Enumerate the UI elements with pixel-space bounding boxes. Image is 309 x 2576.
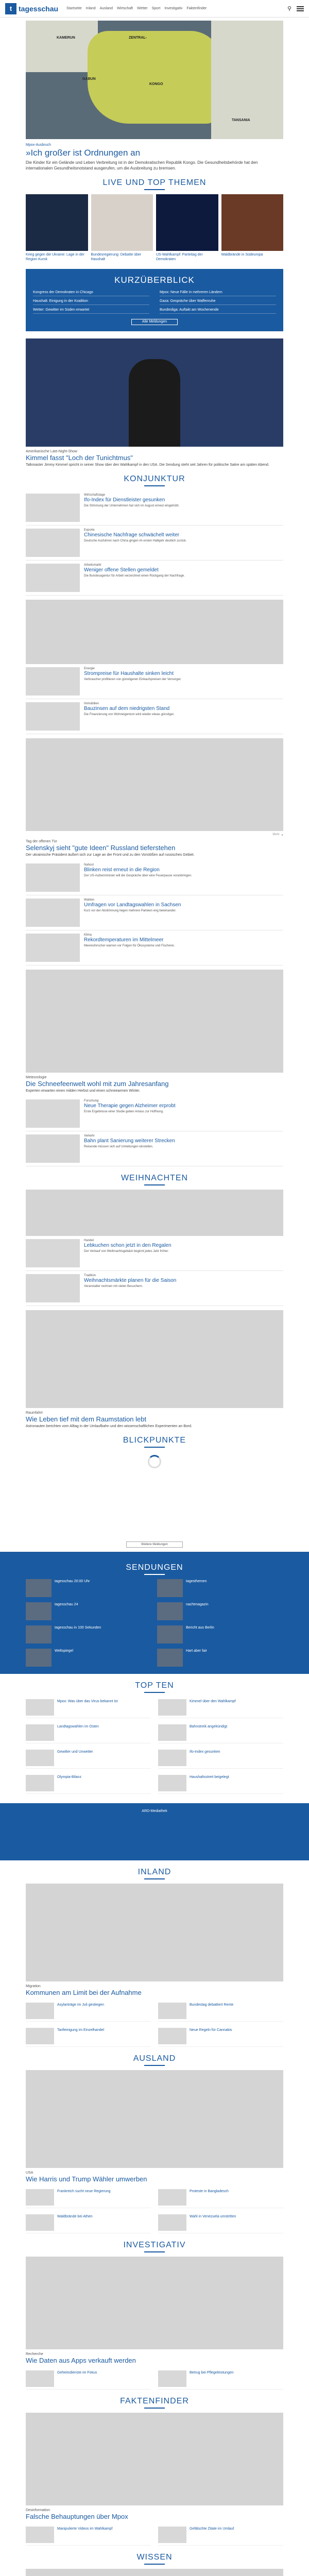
sendung-thumbnail xyxy=(26,1625,52,1643)
story-kicker: Recherche xyxy=(26,2352,43,2356)
thumbnail xyxy=(26,899,80,927)
hero-teaser: Die Kinder für ein Gelände und Leben Verbreitung ist in der Demokratischen Republik Kongo. Die Gesundheitsbehörde hat den internationalen Gesundheitsnotstand ausgerufen, um die Ausbreitung zu bremsen. xyxy=(26,160,258,171)
item-kicker: Klima xyxy=(84,934,92,937)
item-text: Der Verkauf von Weihnachtsgebäck beginnt jedes Jahr früher. xyxy=(84,1250,169,1253)
item-title[interactable]: Bauzinsen auf dem niedrigsten Stand xyxy=(84,706,170,711)
thumbnail xyxy=(26,2527,54,2543)
thumbnail xyxy=(158,1724,186,1741)
logo[interactable]: t xyxy=(5,3,16,14)
list-item[interactable] xyxy=(26,664,283,699)
story-list xyxy=(26,1096,283,1166)
live-ticker xyxy=(26,194,283,262)
sendung-item[interactable] xyxy=(157,1602,283,1620)
briefing-title: KURZÜBERBLICK xyxy=(114,275,195,285)
hero-kicker: Mpox-Ausbruch xyxy=(26,143,52,147)
briefing-item[interactable]: Mpox: Neue Fälle in mehreren Ländern xyxy=(160,291,276,296)
item-kicker: Wirtschaftslage xyxy=(84,494,106,497)
item-title[interactable]: Olympia-Bilanz xyxy=(57,1775,82,1779)
nav-item[interactable]: Investigativ xyxy=(164,7,183,10)
item-text: Reisende müssen sich auf Umleitungen einstellen. xyxy=(84,1145,153,1148)
thumbnail xyxy=(26,2003,54,2019)
story-title[interactable]: Selenskyj sieht "gute Ideen" Russland tieferstehen xyxy=(26,844,176,852)
teaser-image[interactable] xyxy=(26,738,283,831)
story-kicker: USA xyxy=(26,2171,33,2175)
blickpunkte-heading: BLICKPUNKTE xyxy=(26,1436,283,1448)
teaser-image[interactable] xyxy=(26,2569,283,2576)
sendung-item[interactable] xyxy=(157,1579,283,1597)
thumbnail xyxy=(26,2370,54,2387)
nav-item[interactable]: Sport xyxy=(151,7,161,10)
header-actions xyxy=(287,5,304,12)
item-kicker: Immobilien xyxy=(84,702,99,705)
faktenfinder-heading: FAKTENFINDER xyxy=(26,2397,283,2409)
sendung-thumbnail xyxy=(157,1579,183,1597)
live-caption: Krieg gegen die Ukraine: Lage in der Region Kursk xyxy=(26,253,85,261)
item-text: Die Stimmung der Unternehmen hat sich im August erneut eingetrübt. xyxy=(84,504,180,507)
topten-list xyxy=(26,1697,283,1794)
item-kicker: Handel xyxy=(84,1239,94,1242)
teaser-image[interactable] xyxy=(26,2070,283,2168)
teaser-image[interactable] xyxy=(26,970,283,1073)
content-regions xyxy=(26,1868,283,2576)
item-kicker: Tradition xyxy=(84,1274,96,1277)
nav-item[interactable]: Wirtschaft xyxy=(117,7,133,10)
map-label: TANSANIA xyxy=(232,118,250,122)
item-text: Meeresforscher warnen vor Folgen für Ökosysteme und Fischerei. xyxy=(84,944,175,947)
thumbnail xyxy=(158,2028,186,2044)
item-title[interactable]: Tarifeinigung im Einzelhandel xyxy=(57,2028,105,2032)
thumbnail xyxy=(158,1750,186,1766)
thumbnail xyxy=(158,2370,186,2387)
sendung-caption: Bericht aus Berlin xyxy=(186,1626,214,1630)
item-title[interactable]: Ifo-Index für Dienstleister gesunken xyxy=(84,497,165,503)
item-title[interactable]: Wahl in Venezuela umstritten xyxy=(190,2215,236,2218)
item-title[interactable]: Weniger offene Stellen gemeldet xyxy=(84,567,159,573)
thumbnail xyxy=(158,2003,186,2019)
ausland-list xyxy=(26,2187,283,2233)
thumbnail xyxy=(26,2028,54,2044)
nav-item[interactable]: Ausland xyxy=(99,7,113,10)
thumbnail xyxy=(26,1775,54,1791)
sendung-item[interactable] xyxy=(157,1625,283,1643)
teaser-image[interactable] xyxy=(26,2413,283,2505)
list-item[interactable] xyxy=(26,2026,151,2047)
story-kicker: Raumfahrt xyxy=(26,1411,43,1415)
story-kicker: Meteorologie xyxy=(26,1076,47,1079)
thumbnail xyxy=(158,2214,186,2231)
map-label: GABUN xyxy=(82,77,96,81)
main-nav xyxy=(66,7,207,10)
list-item[interactable] xyxy=(26,1697,151,1718)
item-text: Erste Ergebnisse einer Studie geben Anlass zur Hoffnung. xyxy=(84,1110,164,1113)
sendung-thumbnail xyxy=(26,1602,52,1620)
list-item[interactable] xyxy=(26,930,283,965)
topten-heading: TOP TEN xyxy=(26,1681,283,1693)
list-item[interactable] xyxy=(158,2187,283,2208)
inland-heading: INLAND xyxy=(26,1868,283,1879)
thumbnail xyxy=(26,863,80,892)
teaser-image[interactable] xyxy=(26,600,283,664)
list-item[interactable] xyxy=(158,1697,283,1718)
item-title[interactable]: Mpox: Was über das Virus bekannt ist xyxy=(57,1700,118,1703)
live-image xyxy=(26,194,88,251)
nav-item[interactable]: Faktenfinder xyxy=(186,7,207,10)
item-title[interactable]: Rekordtemperaturen im Mittelmeer xyxy=(84,937,164,943)
thumbnail xyxy=(26,2189,54,2206)
briefing-item[interactable]: Kongress der Demokraten in Chicago xyxy=(33,291,149,296)
sendung-item[interactable] xyxy=(26,1625,152,1643)
story-title[interactable]: Wie Daten aus Apps verkauft werden xyxy=(26,2357,136,2364)
live-item[interactable] xyxy=(221,194,284,262)
item-title[interactable]: Waldbrände bei Athen xyxy=(57,2215,93,2218)
sendung-thumbnail xyxy=(157,1625,183,1643)
item-title[interactable]: Kimmel über den Wahlkampf xyxy=(190,1700,236,1703)
site-header xyxy=(0,0,309,18)
story-text: Der ukrainische Präsident äußert sich zur Lage an der Front und zu den Vorstößen auf russisches Gebiet. xyxy=(26,853,195,857)
feature-title[interactable]: Kimmel fasst "Loch der Tunichtmus" xyxy=(26,454,133,462)
teaser-image[interactable] xyxy=(26,2257,283,2349)
sendungen-heading: SENDUNGEN xyxy=(26,1563,283,1575)
list-item[interactable] xyxy=(26,895,283,930)
story-title[interactable]: Wie Harris und Trump Wähler umwerben xyxy=(26,2175,147,2183)
wissen-heading: WISSEN xyxy=(26,2553,283,2565)
item-text: Der US-Außenminister will die Gespräche über eine Feuerpause voranbringen. xyxy=(84,874,192,877)
blickpunkte-placeholder xyxy=(26,1476,283,1537)
feature-kicker: Amerikanische Late-Night-Show xyxy=(26,450,77,453)
list-item[interactable] xyxy=(26,2368,151,2389)
thumbnail xyxy=(26,564,80,592)
item-kicker: Nahost xyxy=(84,863,94,867)
item-title[interactable]: Umfragen vor Landtagswahlen in Sachsen xyxy=(84,902,181,908)
item-title[interactable]: Asylanträge im Juli gestiegen xyxy=(57,2003,105,2007)
live-image xyxy=(221,194,284,251)
list-item[interactable] xyxy=(26,1271,283,1306)
item-title[interactable]: Haushaltsstreit beigelegt xyxy=(190,1775,229,1779)
faktenfinder-list xyxy=(26,2524,283,2546)
list-item[interactable] xyxy=(158,1773,283,1794)
item-title[interactable]: Neue Therapie gegen Alzheimer erprobt xyxy=(84,1103,176,1109)
content xyxy=(26,21,283,1548)
teaser-image[interactable] xyxy=(26,1190,283,1236)
story-kicker: Tag der offenen Tür xyxy=(26,840,57,843)
thumbnail xyxy=(26,1274,80,1302)
thumbnail xyxy=(26,1239,80,1267)
live-caption: Waldbrände in Südeuropa xyxy=(221,253,263,257)
hero-map-image[interactable] xyxy=(26,21,283,139)
sendung-caption: tagesschau 24 xyxy=(55,1603,78,1606)
item-title[interactable]: Bundestag debattiert Rente xyxy=(190,2003,234,2007)
story-kicker: Desinformation xyxy=(26,2509,50,2512)
item-title[interactable]: Bahn plant Sanierung weiterer Strecken xyxy=(84,1138,175,1144)
weihnachten-heading: WEIHNACHTEN xyxy=(26,1174,283,1185)
briefing-item[interactable]: Gaza: Gespräche über Waffenruhe xyxy=(160,299,276,305)
list-item[interactable] xyxy=(26,2001,151,2022)
list-item[interactable] xyxy=(26,1722,151,1743)
item-title[interactable]: Bahnstreik angekündigt xyxy=(190,1725,228,1728)
item-text: Kurz vor der Abstimmung liegen mehrere Parteien eng beieinander. xyxy=(84,909,177,912)
sendung-caption: tagesschau in 100 Sekunden xyxy=(55,1626,101,1630)
thumbnail xyxy=(26,667,80,696)
item-title[interactable]: Lebkuchen schon jetzt in den Regalen xyxy=(84,1243,171,1248)
sendung-caption: Weltspiegel xyxy=(55,1649,74,1653)
sendungen-section xyxy=(0,1552,309,1674)
konjunktur-heading: KONJUNKTUR xyxy=(26,474,283,486)
item-text: Verbraucher profitieren von günstigeren Einkaufspreisen der Versorger. xyxy=(84,678,182,681)
item-kicker: Arbeitsmarkt xyxy=(84,564,101,567)
item-title[interactable]: Neue Regeln für Cannabis xyxy=(190,2028,232,2032)
briefing-item[interactable]: Wetter: Gewitter im Süden erwartet xyxy=(33,308,149,314)
list-item[interactable] xyxy=(26,2212,151,2233)
sendungen-grid xyxy=(26,1579,283,1667)
item-title[interactable]: Geheimdienste im Fokus xyxy=(57,2371,97,2375)
thumbnail xyxy=(158,2527,186,2543)
list-item[interactable] xyxy=(26,2187,151,2208)
live-image xyxy=(91,194,153,251)
list-item[interactable] xyxy=(158,2212,283,2233)
item-title[interactable]: Frankreich sucht neue Regierung xyxy=(57,2190,111,2193)
story-kicker: Migration xyxy=(26,1985,41,1988)
content-lower xyxy=(26,1681,283,1794)
sendung-caption: Hart aber fair xyxy=(186,1649,207,1653)
live-caption: Bundesregierung: Debatte über Haushalt xyxy=(91,253,142,261)
nav-item[interactable]: Wetter xyxy=(137,7,148,10)
loading-spinner xyxy=(148,1455,161,1468)
briefing-item[interactable]: Bundesliga: Auftakt am Wochenende xyxy=(160,308,276,314)
investigativ-heading: INVESTIGATIV xyxy=(26,2241,283,2252)
map-label: ZENTRAL- xyxy=(129,36,147,40)
sendung-item[interactable] xyxy=(26,1649,152,1667)
list-item[interactable] xyxy=(26,1131,283,1166)
item-text: Die Bundesagentur für Arbeit verzeichnet einen Rückgang der Nachfrage. xyxy=(84,574,185,578)
list-item[interactable] xyxy=(26,2524,151,2546)
briefing-list xyxy=(33,291,276,314)
feature-image[interactable] xyxy=(26,338,283,447)
menu-icon[interactable] xyxy=(297,6,304,11)
sendung-caption: tagesthemen xyxy=(186,1580,207,1583)
list-item[interactable] xyxy=(26,1236,283,1271)
sendung-thumbnail xyxy=(26,1649,52,1667)
thumbnail xyxy=(158,1699,186,1716)
sendung-item[interactable] xyxy=(26,1579,152,1597)
konjunktur-list xyxy=(26,490,283,734)
briefing-item[interactable]: Haushalt: Einigung in der Koalition xyxy=(33,299,149,305)
list-item[interactable] xyxy=(26,860,283,895)
story-text: Experten erwarten einen milden Herbst und einen schneearmen Winter. xyxy=(26,1089,141,1093)
pager xyxy=(26,833,283,837)
sendung-thumbnail xyxy=(157,1649,183,1667)
item-title[interactable]: Chinesische Nachfrage schwächelt weiter xyxy=(84,532,180,538)
thumbnail xyxy=(26,494,80,522)
list-item[interactable] xyxy=(158,1722,283,1743)
live-item[interactable] xyxy=(91,194,153,262)
story-title[interactable]: Kommunen am Limit bei der Aufnahme xyxy=(26,1989,142,1996)
list-item[interactable] xyxy=(26,1773,151,1794)
item-kicker: Wahlen xyxy=(84,899,95,902)
briefing-box xyxy=(26,269,283,331)
teaser-image[interactable] xyxy=(26,1884,283,1981)
list-item[interactable] xyxy=(26,699,283,734)
thumbnail xyxy=(26,934,80,962)
inland-list xyxy=(26,2001,283,2047)
thumbnail xyxy=(26,1134,80,1163)
nav-item[interactable]: Inland xyxy=(85,7,96,10)
story-title[interactable]: Wie Leben tief mit dem Raumstation lebt xyxy=(26,1415,147,1423)
thumbnail xyxy=(158,1775,186,1791)
story-list xyxy=(26,860,283,965)
item-title[interactable]: Manipulierte Videos im Wahlkampf xyxy=(57,2527,113,2531)
story-text: Astronauten berichten vom Alltag in der Umlaufbahn und den wissenschaftlichen Experimenten an Bord. xyxy=(26,1425,192,1428)
list-item[interactable] xyxy=(26,1096,283,1131)
item-text: Deutsche Ausfuhren nach China gingen im ersten Halbjahr deutlich zurück. xyxy=(84,539,187,543)
thumbnail xyxy=(26,529,80,557)
item-title[interactable]: Blinken reist erneut in die Region xyxy=(84,867,160,873)
live-image xyxy=(156,194,218,251)
live-caption: US-Wahlkampf: Parteitag der Demokraten xyxy=(156,253,203,261)
item-kicker: Verkehr xyxy=(84,1134,95,1138)
item-text: Die Finanzierung von Wohneigentum wird wieder etwas günstiger. xyxy=(84,713,175,716)
thumbnail xyxy=(26,2214,54,2231)
brand-name[interactable]: tagesschau xyxy=(19,4,59,13)
list-item[interactable] xyxy=(158,1748,283,1769)
item-kicker: Exporte xyxy=(84,529,95,532)
thumbnail xyxy=(26,1699,54,1716)
sendung-item[interactable] xyxy=(157,1649,283,1667)
mediathek-band[interactable] xyxy=(0,1803,309,1860)
item-title[interactable]: Landtagswahlen im Osten xyxy=(57,1725,99,1728)
item-kicker: Forschung xyxy=(84,1099,99,1103)
list-item[interactable] xyxy=(26,561,283,596)
thumbnail xyxy=(158,2189,186,2206)
thumbnail xyxy=(26,702,80,731)
item-title[interactable]: Gefälschte Zitate im Umlauf xyxy=(190,2527,234,2531)
item-title[interactable]: Strompreise für Haushalte sinken leicht xyxy=(84,671,174,676)
teaser-image[interactable] xyxy=(26,1310,283,1408)
nav-item[interactable]: Startseite xyxy=(66,7,82,10)
thumbnail xyxy=(26,1724,54,1741)
search-icon[interactable]: ⚲ xyxy=(287,6,291,12)
ausland-heading: AUSLAND xyxy=(26,2054,283,2066)
list-item[interactable] xyxy=(158,2026,283,2047)
sendung-caption: tagesschau 20:00 Uhr xyxy=(55,1580,90,1583)
list-item[interactable] xyxy=(26,490,283,526)
item-title[interactable]: Gewitter und Unwetter xyxy=(57,1750,93,1754)
thumbnail xyxy=(26,1750,54,1766)
more-link[interactable]: Mehr xyxy=(272,833,280,836)
chevron-right-icon[interactable]: ▸ xyxy=(281,834,283,837)
sendung-thumbnail xyxy=(157,1602,183,1620)
live-heading: LIVE UND TOP THEMEN xyxy=(26,178,283,190)
item-title[interactable]: Betrug bei Pflegeleistungen xyxy=(190,2371,234,2375)
item-title[interactable]: Weihnachtsmärkte planen für die Saison xyxy=(84,1278,177,1283)
sendung-item[interactable] xyxy=(26,1602,152,1620)
sendung-thumbnail xyxy=(26,1579,52,1597)
feature-text: Talkmaster Jimmy Kimmel spricht in seiner Show über den Wahlkampf in den USA. Die Sendung steht seit Jahren für politische Satire am späten Abend. xyxy=(26,463,269,467)
live-item[interactable] xyxy=(26,194,88,262)
more-news-button[interactable]: Weitere Meldungen xyxy=(126,1541,183,1548)
item-kicker: Energie xyxy=(84,667,95,670)
item-text: Veranstalter rechnen mit vielen Besuchern. xyxy=(84,1285,143,1288)
map-label: KONGO xyxy=(149,82,163,86)
mediathek-label: ARD-Mediathek xyxy=(142,1809,167,1813)
story-title[interactable]: Die Schneefeenwelt wohl mit zum Jahresanfang xyxy=(26,1080,169,1088)
live-item[interactable] xyxy=(156,194,218,262)
briefing-button[interactable]: Alle Meldungen xyxy=(131,319,178,325)
list-item[interactable] xyxy=(158,2524,283,2546)
map-label: KAMERUN xyxy=(57,36,75,40)
item-title[interactable]: Ifo-Index gesunken xyxy=(190,1750,220,1754)
list-item[interactable] xyxy=(26,526,283,561)
list-item[interactable] xyxy=(158,2001,283,2022)
sendung-caption: nachtmagazin xyxy=(186,1603,209,1606)
thumbnail xyxy=(26,1099,80,1128)
story-title[interactable]: Falsche Behauptungen über Mpox xyxy=(26,2513,128,2520)
item-title[interactable]: Proteste in Bangladesch xyxy=(190,2190,229,2193)
list-item[interactable] xyxy=(158,2368,283,2389)
hero-title[interactable]: »Ich großer ist Ordnungen an xyxy=(26,148,141,158)
list-item[interactable] xyxy=(26,1748,151,1769)
investigativ-list xyxy=(26,2368,283,2389)
